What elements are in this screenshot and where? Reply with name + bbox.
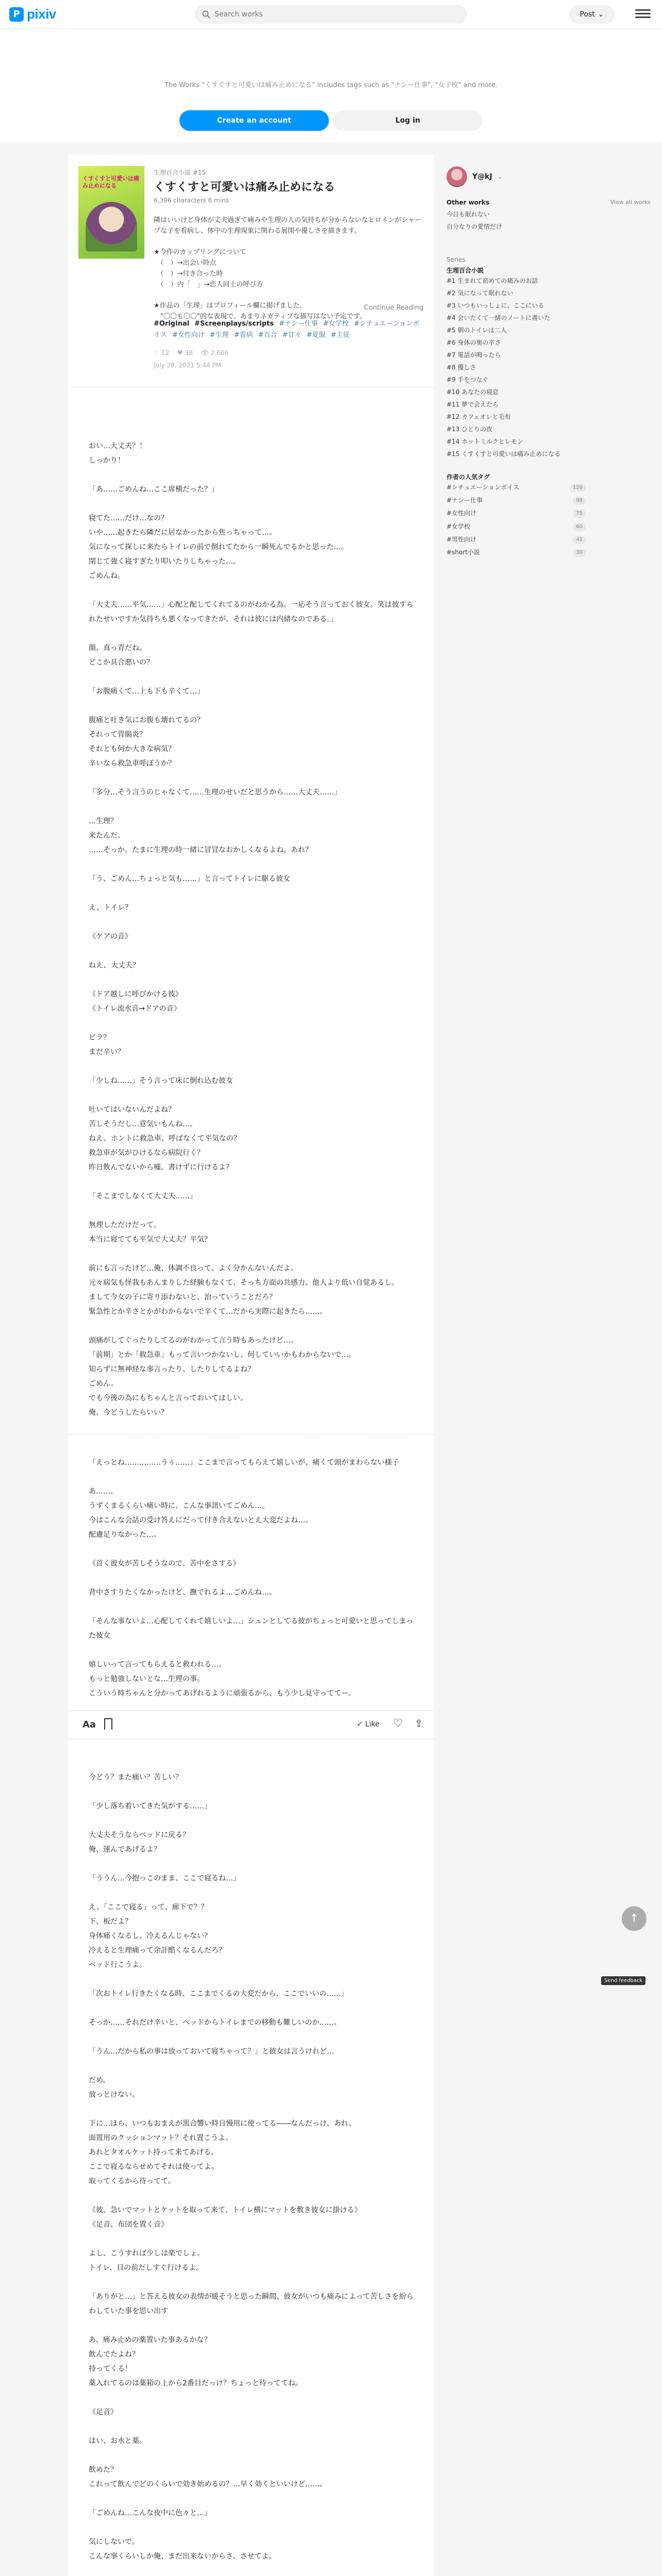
login-button[interactable]: Log in [333, 110, 483, 131]
tag-link[interactable]: #百合 [258, 331, 277, 340]
novel-paragraph: 顔、真っ青だね。 どこか具合悪いの？ [89, 644, 154, 667]
send-feedback-button[interactable]: Send feedback [601, 1976, 646, 1985]
pixiv-logo-text: pixiv [27, 6, 56, 22]
novel-paragraph: 今どう？また痛い？苦しい？ [89, 1773, 183, 1782]
top-header [0, 0, 662, 29]
novel-paragraph: ほい、お水と薬。 [89, 2437, 146, 2445]
series-item-link[interactable]: #3 いつもいっしょに、ここにいる [446, 302, 544, 309]
tag-link[interactable]: #夏服 [306, 331, 326, 340]
view-count: 👁 2,606 [201, 349, 229, 357]
post-button[interactable] [569, 5, 615, 24]
tag-link[interactable]: #女学校 [323, 320, 349, 328]
novel-body-page-1 [68, 387, 434, 1736]
sidebar [446, 155, 651, 559]
series-title[interactable]: 生理百合小説 [446, 267, 484, 274]
font-settings-icon[interactable]: Aa [82, 1719, 96, 1730]
novel-paragraph: 寝てた……だけ…なの？ いや……起きたら隣だに居なかったから焦っちゃって…。 気になって探しに来たらトイレの前で倒れてたから一瞬死んでるかと思った…。 閉じて強く寝すぎたり叩いたりしちゃった…。 ごめんね。 [89, 514, 349, 580]
novel-paragraph: 前にも言ったけど…俺、体調不良って、よく分かんないんだよ。 元々病気も怪我もあんまりした経験もなくて、そっち方面の共感力。他人より低い自覚あるし。 まして今女の子に寄り添わないと、治っていうことだろ？ 緊急性とか辛さとかがわからないで辛くて…だから実際に起きたら……。 [89, 1264, 399, 1316]
work-stats [154, 349, 228, 357]
novel-paragraph: 下に…ほら、いつもおまえが黒合響い時自慢用に使ってる――なんだっけ、あれ。 面置用のクッションマット？それ置こうよ。 あれとタオルケット持って来てあげる。 ここで寝るならせめてそれは使ってよ。 取ってくるから待ってて。 [89, 2120, 356, 2185]
novel-paragraph: 背中さすりたくなかったけど、撫でれるよ…ごめんね…。 [89, 1588, 276, 1597]
novel-paragraph: 《ドア越しに呼びかける彼》 《トイレ流水音→ドアの音》 [89, 990, 183, 1013]
novel-paragraph: 「そんな事ないよ…心配してくれて嬉しいよ…」シュンとしてる彼がちょっと可愛いと思ってしまった彼女 [89, 1617, 413, 1640]
search-icon [202, 10, 210, 19]
popular-tag-name[interactable]: #女学校 [446, 522, 471, 530]
novel-paragraph: 「少しね……」そう言って床に倒れ込む彼女 [89, 1077, 233, 1085]
series-item-link[interactable]: #9 手をつなぐ [446, 376, 489, 383]
novel-paragraph: ねえ、大丈夫？ [89, 961, 140, 970]
tag-link[interactable]: #看病 [234, 331, 253, 340]
popular-tag-name[interactable]: #short小説 [446, 548, 480, 556]
page-divider [68, 1434, 434, 1435]
post-label: Post [580, 10, 595, 19]
novel-paragraph: え、トイレ？ [89, 904, 133, 912]
popular-tag-row[interactable] [446, 494, 586, 507]
back-to-top-button[interactable]: ↑ [622, 1906, 647, 1931]
cover-illustration [86, 202, 137, 251]
novel-paragraph: 「少し落ち着いてきた気がする……」 [89, 1802, 211, 1810]
view-all-works-link[interactable]: View all works [610, 199, 651, 206]
author-name[interactable]: Y@kJ [472, 173, 492, 181]
popular-tag-name[interactable]: #男性向け [446, 535, 477, 543]
novel-body-page-2 [68, 1739, 434, 2576]
novel-paragraph: あ……。 うずくまるくらい痛い時に、こんな事訊いてごめん…。 今はこんな会話の受け答えにだって付き合えないとえ大変だよね…。 配慮足りなかった…。 [89, 1487, 312, 1539]
popular-tag-count: 120 [570, 484, 586, 492]
search-input[interactable] [214, 10, 452, 19]
hamburger-menu-icon[interactable] [635, 7, 651, 22]
work-header [68, 155, 434, 387]
other-works-title: Other works [446, 199, 490, 206]
popular-tag-count: 30 [573, 549, 586, 557]
series-label: Series [446, 256, 466, 263]
series-item-link[interactable]: #6 身体の奥の辛さ [446, 339, 501, 346]
tag-link[interactable]: #生理 [209, 331, 229, 340]
novel-paragraph: だめ。 放っとけない。 [89, 2076, 139, 2099]
novel-paragraph: 「そこまでしなくて大丈夫……」 [89, 1192, 197, 1200]
search-box[interactable] [195, 5, 467, 24]
series-item-link[interactable]: #15 くすくすと可愛いは痛み止めになる [446, 450, 561, 457]
novel-paragraph: 吐いてはいないんだよね？ 苦しそうだし…意気いもんね…。 ねえ、ホントに救急車、呼ばなくて平気なの？ 救急車が気がひけるなら病院行く？ 昨日飲んでないから嘘。書けずに行けるよ？ [89, 1106, 241, 1172]
novel-paragraph: 《首く彼女が苦しそうなので、苦中をさする》 [89, 1560, 240, 1568]
popular-tag-name[interactable]: #女性向け [446, 510, 477, 517]
other-work-link[interactable]: 自分なりの愛情だけ [446, 223, 503, 230]
novel-paragraph: え、「ここで寝る」って、廊下で？？ 下、板だよ？ 身体痛くなるし、冷えるんじゃない？ 冷えると生理痛って余計酷くなるんだろ？ ベッド行こうよ。 [89, 1903, 226, 1969]
novel-paragraph: 気にしないで。 こんな事くらいしか俺、まだ出来ないからさ、させてよ。 [89, 2538, 276, 2561]
chevron-down-icon[interactable]: ⌄ [497, 173, 503, 180]
popular-tag-row[interactable] [446, 520, 586, 533]
series-item-link[interactable]: #7 電話が鳴ったら [446, 351, 501, 359]
series-item-link[interactable]: #5 朝のトイレは二人 [446, 327, 507, 334]
popular-tag-row[interactable] [446, 546, 586, 559]
novel-paragraph: 嬉しいって言ってもらえると救われる…。 もっと勉強しないとな…生理の事。 こういう時ちゃんと分かってあげれるように頑張るから、もう少し見守っててー。 [89, 1660, 356, 1698]
series-item-link[interactable]: #4 会いたくて一緒のノートに書いた [446, 314, 551, 321]
series-item-link[interactable]: #2 気になって眠れない [446, 290, 514, 297]
novel-paragraph: ビラ？ まだ辛い？ [89, 1033, 125, 1056]
tag-link[interactable]: #女性向け [172, 331, 205, 340]
popular-tag-name[interactable]: #シチュエーションボイス [446, 484, 520, 491]
series-item-link[interactable]: #10 あなたの寝息 [446, 388, 499, 396]
novel-paragraph: 「う、ごめん…ちょっと気も……」と言ってトイレに駆る彼女 [89, 875, 291, 883]
popular-tags-title: 作者の人気タグ [446, 473, 490, 481]
signup-banner [0, 29, 662, 142]
author-block[interactable] [446, 155, 651, 192]
novel-paragraph: 《ケアの音》 [89, 933, 132, 941]
work-title: くすくすと可愛いは痛み止めになる [154, 181, 336, 194]
bookmark-icon[interactable] [104, 1718, 112, 1730]
share-icon[interactable]: ⇪ [415, 1717, 423, 1730]
tag-link[interactable]: #甘々 [282, 331, 302, 340]
novel-paragraph: よし、こうすれば少しは楽でしょ。 トイレ、目の前だしすぐ行けるよ。 [89, 2249, 204, 2272]
other-work-link[interactable]: 今日も眠れない [446, 211, 490, 218]
tag-link[interactable]: #シチュエーションボイス [154, 320, 420, 340]
novel-main-column [68, 155, 434, 1710]
tag-link[interactable]: #Screenplays/scripts [194, 320, 274, 328]
bookmark-count: ♥ 38 [177, 349, 193, 357]
novel-paragraph: 「多分…そう言うのじゃなくて……生理のせいだと思うから……大丈夫……」 [89, 788, 341, 796]
series-item-link[interactable]: #11 夢で会えたら [446, 401, 499, 408]
novel-paragraph: 「えっとね……………うぅ……」ここまで言ってもらえて嬉しいが、痛くて頭がまわらない様子 [89, 1459, 399, 1467]
create-account-button[interactable]: Create an account [179, 110, 329, 131]
novel-paragraph: おい…大丈夫？！ しっかり！ [89, 442, 146, 465]
series-item-link[interactable]: #13 ひとりの夜 [446, 426, 493, 433]
popular-tag-count: 60 [573, 523, 586, 531]
series-item-link[interactable]: #8 優しさ [446, 364, 476, 371]
novel-paragraph: 「あ……ごめんね…ここ席横だった？」 [89, 485, 219, 494]
novel-paragraph: 《足音》 [89, 2408, 118, 2416]
avatar[interactable] [446, 166, 467, 187]
novel-paragraph: 「ううん…今抱っこのまま、ここで寝るね…」 [89, 1874, 240, 1883]
novel-paragraph: 「うん…だから私の事は放っておいて寝ちゃって？」と彼女は言うけれど… [89, 2047, 334, 2056]
like-button[interactable]: ✓ Like [357, 1720, 380, 1728]
novel-paragraph: 頭痛がしてぐったりしてるのがわかって言う時もあったけど…。 「前期」とか「救急車」もって言いつかないし、何していいかもわからないで…。 知らずに無神経な事言ったり、したりしてるよね？ ごめん。 でも今後の為にもちゃんと言っておいてほしい。 俺、今どうしたらいい？ [89, 1336, 356, 1417]
novel-paragraph: 「ありがと…」と答える彼女の表情が緩そうと思った瞬間、彼女がいつも痛みによって苦しさを紛らわしていた事を思い出す [89, 2293, 413, 2315]
novel-cover-image[interactable] [78, 166, 144, 259]
pixiv-logo[interactable] [9, 6, 56, 22]
popular-tag-name[interactable]: #ナシー仕事 [446, 497, 483, 504]
chevron-down-icon: ⌄ [598, 10, 604, 19]
popular-tag-count: 98 [573, 497, 586, 505]
novel-paragraph: 「お腹痛くて…上も下も辛くて…」 [89, 687, 204, 696]
tag-link[interactable]: #主従 [330, 331, 350, 340]
posted-date: July 28, 2021 5:44 PM [154, 362, 221, 369]
pixiv-logo-mark: P [9, 7, 24, 22]
tag-link[interactable]: #Original [154, 320, 190, 328]
signup-banner-text: The Works "くすぐすと可愛いは痛み止めになる" includes tags such as "ナシー仕事", "女子校" and more. [164, 81, 498, 89]
work-length: 6,396 characters 6 mins [154, 197, 229, 204]
series-item-link[interactable]: #1 生まれて初めての痛みのお話 [446, 277, 538, 284]
popular-tag-count: 41 [573, 536, 586, 544]
novel-paragraph: 大丈夫そうならベッドに戻る？ 俺、運んであげるよ？ [89, 1831, 190, 1854]
popular-tag-row[interactable] [446, 507, 586, 520]
reader-action-bar [68, 1710, 434, 1739]
novel-paragraph: あ、痛み止めの薬置いた事あるかな？ 飲んでたよね？ 持ってくる！ 薬入れてるのは薬箱の上から2番目だっけ？ちょっと待っててね。 [89, 2336, 303, 2387]
heart-icon[interactable]: ♡ [393, 1717, 403, 1730]
popular-tag-row[interactable] [446, 533, 586, 546]
like-count: ♡ 12 [154, 349, 169, 357]
tag-link[interactable]: #ナシー仕事 [279, 320, 318, 328]
novel-paragraph: 「次おトイレ行きたくなる時、ここまでくるの大変だから、ここでいいの……」 [89, 1990, 349, 1998]
novel-paragraph: 無理しただけだって。 本当に寝てても平気で大丈夫？平気？ [89, 1221, 211, 1244]
novel-paragraph: …生理？ 来たんだ。 ……そっか。たまに生理の時一緒に冒冒なおかしくなるよね。あれ？ [89, 817, 312, 854]
novel-paragraph: 「ごめんね…こんな夜中に色々と…」 [89, 2509, 211, 2517]
work-caption: 隣はいいけど身体が丈夫過ぎて痛みや生理の人の気持ちが分からないなヒロインがシャープな子を看病し、体中の生理現象に関わる展開や優しさを描きます。 ★今作のカップリングについて （ ）→出会い時点 （ ）→付き合った時 （ ）内「 」→恋人同士の呼び方 ★作品の「生理」はプロフィール欄に掲げました。 "〇〇も〇〇"的な表現で、あまりネガティブな描写はない予定です。 [154, 216, 422, 321]
series-item-link[interactable]: #14 ホットミルクとレモン [446, 438, 523, 445]
novel-paragraph: 飲めた？ これって飲んでどのくらいで効き始めるの？…早く効くといいけど……。 [89, 2466, 327, 2488]
continue-reading-link[interactable]: Continue Reading [364, 304, 424, 312]
novel-paragraph: そっか……それだけ辛いと、ベッドからトイレまでの移動も難しいのか……。 [89, 2019, 341, 2027]
popular-tag-count: 75 [573, 510, 586, 518]
novel-paragraph: 《彼、急いでマットとケットを取って来て、トイレ横にマットを敷き彼女に掛ける》 《足音、布団を置く音》 [89, 2206, 362, 2229]
novel-paragraph: 「大丈夫……平気……」心配と配してくれてるのがわかる為。一応そう言っておく彼女。笑は彼すられたせいですか気持ちも悪くなってきたが、それは彼には内緒なのである。」 [89, 601, 413, 623]
popular-tag-row[interactable] [446, 481, 586, 494]
cover-title: くすくすと可愛いは痛み止めになる [82, 175, 139, 190]
tag-list [154, 318, 422, 341]
series-item-link[interactable]: #12 カフェオレと毛布 [446, 413, 511, 420]
series-link[interactable]: 生理百合小説 #15 [154, 169, 206, 176]
novel-paragraph: 腹痛と吐き気にお腹も壊れてるの？ それって胃腸炎？ それとも何か大きな病気？ 辛いなら救急車呼ぼうか？ [89, 716, 204, 768]
